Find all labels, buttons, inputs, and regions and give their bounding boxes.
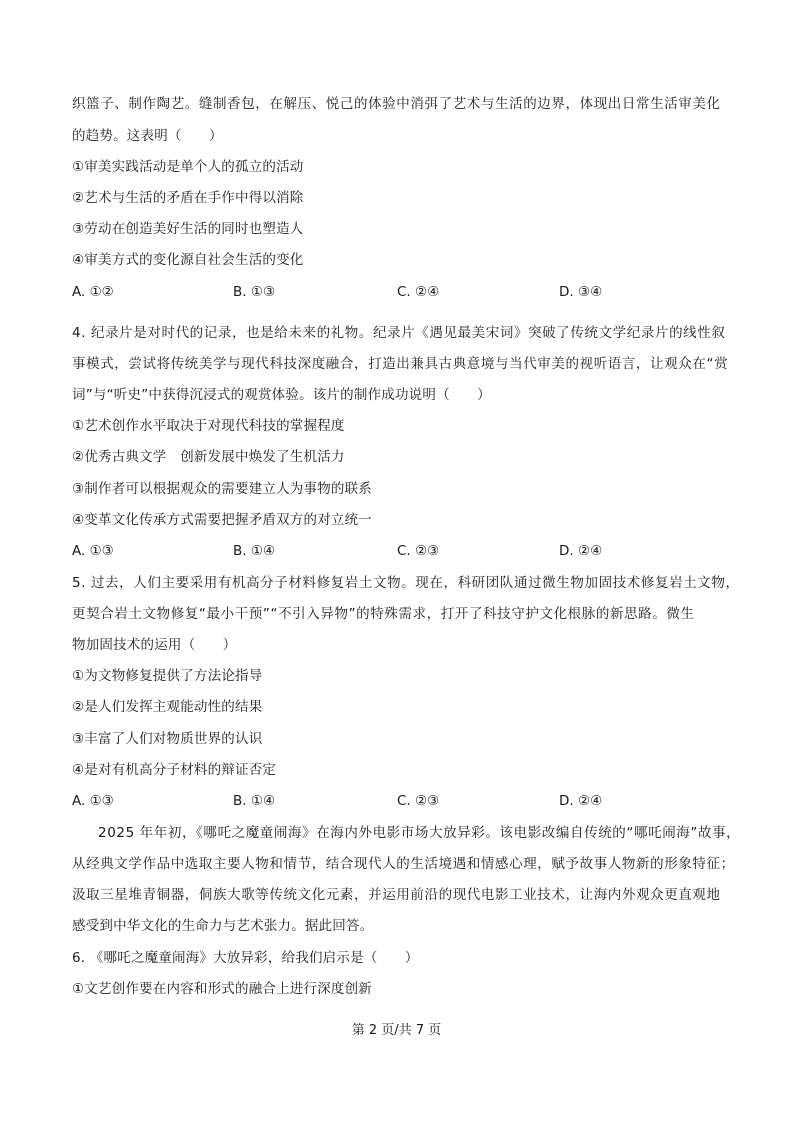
q4-options — [72, 541, 732, 561]
q3-stem-line: 织篮子、制作陶艺。缝制香包，在解压、悦己的体验中消弭了艺术与生活的边界，体现出日常生活审美化 — [72, 96, 721, 112]
q4-option-c: C. ②③ — [397, 543, 440, 559]
q4-option-b: B. ①④ — [233, 543, 276, 559]
q4-statement: ②优秀古典文学 创新发展中焕发了生机活力 — [72, 449, 345, 465]
q3-options — [72, 282, 732, 302]
q3-statement: ③劳动在创造美好生活的同时也塑造人 — [72, 221, 304, 237]
q5-stem-line: 物加固技术的运用（ ） — [72, 637, 237, 653]
material-line: 感受到中华文化的生命力与艺术张力。据此回答。 — [72, 918, 374, 934]
q5-statement: ④是对有机高分子材料的辩证否定 — [72, 762, 277, 778]
q4-statement: ①艺术创作水平取决于对现代科技的掌握程度 — [72, 418, 345, 434]
q5-statement: ①为文物修复提供了方法论指导 — [72, 668, 263, 684]
q4-statement: ③制作者可以根据观众的需要建立人为事物的联系 — [72, 481, 373, 497]
q4-option-d: D. ②④ — [559, 543, 603, 559]
material-line: 从经典文学作品中选取主要人物和情节，结合现代人的生活境遇和情感心理，赋予故事人物新的形象特征； — [72, 856, 735, 872]
q3-stem-line: 的趋势。这表明（ ） — [72, 128, 223, 144]
q3-option-d: D. ③④ — [559, 284, 603, 300]
q4-stem-line: 4. 纪录片是对时代的记录，也是给未来的礼物。纪录片《遇见最美宋词》突破了传统文学纪录片的线性叙 — [72, 325, 726, 341]
q6-statement: ①文艺创作要在内容和形式的融合上进行深度创新 — [72, 981, 373, 997]
q5-option-b: B. ①④ — [233, 793, 276, 809]
q3-option-a: A. ①② — [72, 284, 114, 300]
q5-options — [72, 791, 732, 811]
q5-statement: ②是人们发挥主观能动性的结果 — [72, 699, 263, 715]
q3-statement: ①审美实践活动是单个人的孤立的活动 — [72, 159, 304, 175]
material-line: 汲取三星堆青铜器，侗族大歌等传统文化元素，并运用前沿的现代电影工业技术，让海内外观众更直观地 — [72, 887, 721, 903]
q5-stem-line: 5. 过去，人们主要采用有机高分子材料修复岩土文物。现在，科研团队通过微生物加固技术修复岩土文物， — [72, 575, 740, 591]
material-line: 2025 年年初，《哪吒之魔童闹海》在海内外电影市场大放异彩。该电影改编自传统的“哪吒闹海”故事， — [98, 825, 741, 841]
q5-option-a: A. ①③ — [72, 793, 114, 809]
q3-option-b: B. ①③ — [233, 284, 276, 300]
q3-statement: ④审美方式的变化源自社会生活的变化 — [72, 252, 304, 268]
page-number: 第 2 页/共 7 页 — [351, 1023, 442, 1038]
q4-statement: ④变革文化传承方式需要把握矛盾双方的对立统一 — [72, 512, 373, 528]
q3-statement: ②艺术与生活的矛盾在手作中得以消除 — [72, 190, 304, 206]
q4-stem-line: 事模式，尝试将传统美学与现代科技深度融合，打造出兼具古典意境与当代审美的视听语言，让观众在“赏 — [72, 356, 729, 372]
q5-stem-line: 更契合岩土文物修复“最小干预”“不引入异物”的特殊需求，打开了科技守护文化根脉的新思路。微生 — [72, 606, 695, 622]
q5-statement: ③丰富了人们对物质世界的认识 — [72, 731, 263, 747]
q5-option-d: D. ②④ — [559, 793, 603, 809]
q3-option-c: C. ②④ — [397, 284, 440, 300]
q5-option-c: C. ②③ — [397, 793, 440, 809]
q4-option-a: A. ①③ — [72, 543, 114, 559]
q4-stem-line: 词”与“听史”中获得沉浸式的观赏体验。该片的制作成功说明（ ） — [72, 387, 491, 403]
q6-stem: 6. 《哪吒之魔童闹海》大放异彩，给我们启示是（ ） — [72, 950, 419, 966]
